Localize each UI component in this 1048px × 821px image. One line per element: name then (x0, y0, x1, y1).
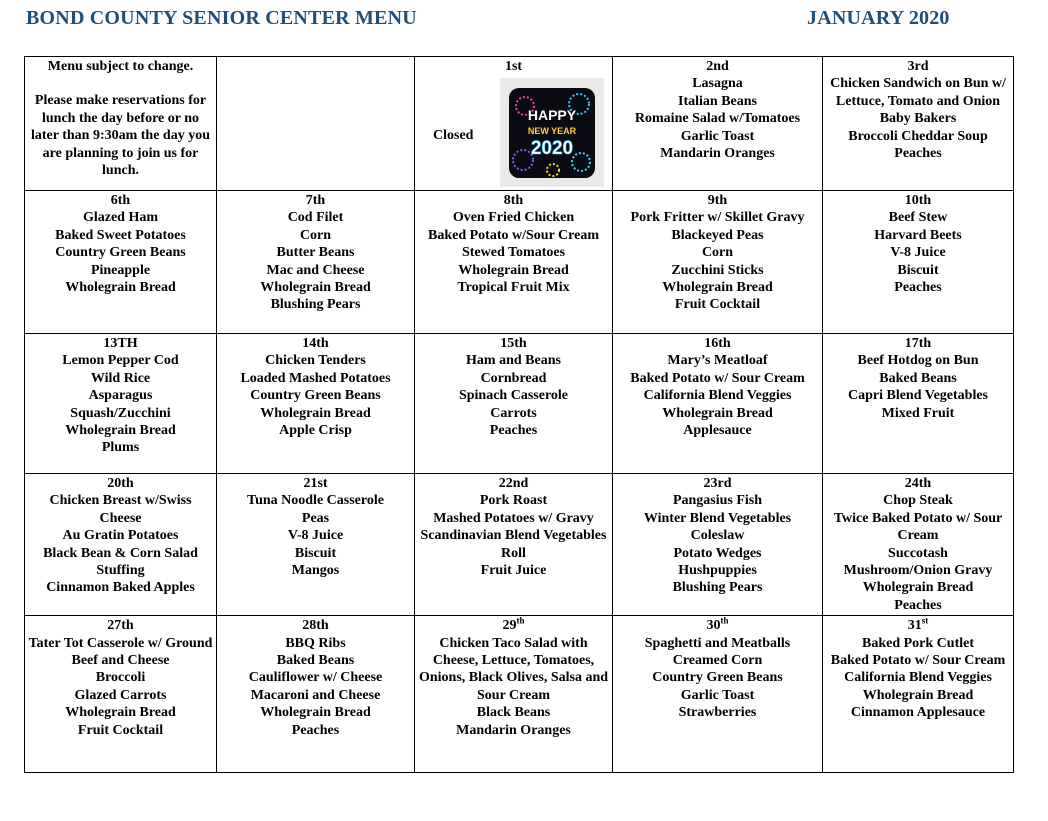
menu-item: Wholegrain Bread (862, 687, 974, 703)
menu-item: Black Bean & Corn Salad (43, 545, 198, 561)
menu-item: Peaches (894, 597, 942, 613)
menu-item: Corn (701, 245, 734, 261)
day-number: 23rd (703, 476, 732, 491)
menu-item: Biscuit (897, 262, 939, 278)
menu-item: Lasagna (692, 76, 743, 92)
menu-item: Mary’s Meatloaf (667, 353, 768, 369)
day-number: 2nd (706, 59, 729, 74)
day-number: 21st (303, 476, 328, 491)
day-cell-27 (25, 616, 217, 773)
menu-item: Peaches (894, 280, 942, 296)
day-cell-13 (25, 334, 217, 474)
menu-item: Blackeyed Peas (671, 227, 764, 243)
day-number (826, 617, 1010, 634)
day-number: 1st (504, 59, 523, 74)
menu-item: Biscuit (294, 545, 337, 561)
day-cell-22 (415, 474, 613, 616)
day-cell-2 (613, 57, 823, 191)
menu-item: Succotash (888, 545, 948, 561)
menu-item: Strawberries (678, 705, 757, 721)
day-cell-9 (613, 191, 823, 334)
menu-item: Cod Filet (287, 210, 344, 226)
notice-change: Menu subject to change. (47, 59, 194, 74)
menu-item: Country Green Beans (250, 388, 381, 404)
menu-item: Peaches (489, 423, 538, 439)
day-number: 17th (904, 336, 932, 351)
menu-item: Stewed Tomatoes (461, 245, 566, 261)
menu-item: Baked Beans (276, 653, 355, 669)
menu-item: Ham and Beans (466, 353, 561, 369)
menu-item: Tater Tot Casserole w/ Ground Beef and Cheese (28, 635, 213, 669)
day-number: 8th (503, 193, 524, 208)
day-cell-29 (415, 616, 613, 773)
week-row (25, 474, 1014, 616)
day-cell-3 (823, 57, 1014, 191)
empty-cell (217, 57, 415, 191)
day-number (616, 617, 819, 634)
menu-item: Mushroom/Onion Gravy (843, 563, 993, 579)
menu-item: Winter Blend Vegetables (643, 510, 792, 526)
menu-item: Wholegrain Bread (862, 580, 974, 596)
day-cell-16 (613, 334, 823, 474)
day-cell-20 (25, 474, 217, 616)
image-text-year: 2020 (530, 137, 574, 159)
day-number: 15th (500, 336, 527, 351)
notice-reservations: Please make reservations for lunch the day before or no later than 9:30am the day you are planning to join us for lunch. (30, 93, 211, 179)
day-cell-10 (823, 191, 1014, 334)
menu-item: Broccoli Cheddar Soup (848, 128, 988, 144)
menu-item: Butter Beans (276, 245, 355, 261)
menu-item: Applesauce (683, 423, 752, 439)
menu-item: Fruit Cocktail (77, 722, 164, 738)
menu-item: Blushing Pears (672, 580, 763, 596)
menu-item: Au Gratin Potatoes (62, 528, 179, 544)
menu-item: Baby Bakers (879, 111, 957, 127)
day-num: 30 (706, 618, 721, 634)
menu-item: Zucchini Sticks (671, 262, 764, 278)
day-num: 29 (502, 618, 517, 634)
menu-item: Wholegrain Bread (662, 280, 773, 296)
menu-item: Chicken Breast w/Swiss Cheese (49, 493, 192, 526)
day-cell-7 (217, 191, 415, 334)
day-suffix: th (516, 615, 525, 626)
menu-item: Pangasius Fish (672, 493, 763, 509)
day-cell-28 (217, 616, 415, 773)
menu-item: Wholegrain Bread (260, 705, 371, 721)
menu-item: Peaches (291, 722, 340, 738)
menu-item: Hushpuppies (678, 563, 757, 579)
menu-item: Wild Rice (90, 370, 151, 386)
menu-item: Fruit Cocktail (674, 297, 761, 313)
menu-item: Mac and Cheese (266, 262, 365, 278)
menu-item: Chicken Tenders (265, 353, 366, 369)
menu-item: Apple Crisp (279, 423, 352, 439)
menu-item: Macaroni and Cheese (250, 687, 381, 703)
day-cell-14 (217, 334, 415, 474)
menu-item: Mandarin Oranges (456, 722, 571, 738)
day-number: 7th (305, 193, 326, 208)
menu-item: Country Green Beans (652, 670, 783, 686)
menu-item: Roll (501, 545, 526, 561)
week-row (25, 57, 1014, 191)
menu-item: Pork Fritter w/ Skillet Gravy (630, 210, 805, 226)
menu-item: Loaded Mashed Potatoes (240, 370, 391, 386)
day-number: 6th (110, 193, 131, 208)
week-row (25, 334, 1014, 474)
menu-item: Beef Stew (888, 210, 948, 226)
menu-item: Wholegrain Bread (260, 280, 371, 296)
menu-item: Chop Steak (883, 493, 953, 509)
day-suffix: th (720, 615, 729, 626)
menu-item: Lemon Pepper Cod (62, 353, 179, 369)
menu-item: Baked Potato w/Sour Cream (428, 227, 599, 243)
month-title: JANUARY 2020 (807, 7, 950, 29)
menu-item: Baked Sweet Potatoes (55, 227, 186, 243)
menu-item: V-8 Juice (287, 528, 344, 544)
menu-item: Spaghetti and Meatballs (644, 635, 791, 651)
menu-item: Cauliflower w/ Cheese (248, 670, 383, 686)
day-cell-30 (613, 616, 823, 773)
menu-item: Baked Potato w/ Sour Cream (630, 370, 805, 386)
menu-item: Capri Blend Vegetables (847, 388, 988, 404)
day-cell-24 (823, 474, 1014, 616)
menu-item: Cinnamon Baked Apples (46, 580, 195, 596)
day-cell-31 (823, 616, 1014, 773)
notice-spacer (28, 75, 213, 92)
menu-item: Wholegrain Bread (65, 280, 176, 296)
menu-item: Plums (101, 440, 140, 456)
menu-item: Coleslaw (690, 528, 745, 544)
menu-item: Cornbread (480, 370, 547, 386)
menu-item: Tropical Fruit Mix (457, 280, 570, 296)
day-number: 16th (704, 336, 731, 351)
menu-item: Garlic Toast (680, 128, 755, 144)
menu-item: Chicken Taco Salad with Cheese, Lettuce, Tomatoes, Onions, Black Olives, Salsa and Sour Cream (418, 635, 609, 703)
menu-item: V-8 Juice (890, 245, 946, 261)
day-cell-23 (613, 474, 823, 616)
menu-item: California Blend Veggies (643, 388, 792, 404)
menu-item: Wholegrain Bread (65, 423, 176, 439)
menu-item: Broccoli (95, 670, 146, 686)
menu-item: Pineapple (90, 262, 151, 278)
week-row (25, 191, 1014, 334)
menu-item: Carrots (490, 405, 537, 421)
menu-item: Peaches (894, 146, 942, 162)
menu-item: Baked Potato w/ Sour Cream (830, 653, 1006, 669)
menu-item: Black Beans (476, 705, 551, 721)
day-number (418, 617, 609, 634)
menu-item: Stuffing (96, 563, 145, 579)
menu-item: Squash/Zucchini (70, 405, 171, 421)
day-number: 24th (904, 476, 932, 491)
menu-item: Country Green Beans (55, 245, 186, 261)
menu-item: Romaine Salad w/Tomatoes (634, 111, 801, 127)
menu-item: Wholegrain Bread (458, 262, 569, 278)
day-number: 9th (707, 193, 728, 208)
menu-item: Potato Wedges (673, 545, 762, 561)
image-text-happy: HAPPY (527, 106, 577, 123)
day-number: 22nd (498, 476, 529, 491)
menu-item: Corn (299, 227, 332, 243)
day-number: 14th (302, 336, 329, 351)
day-cell-15 (415, 334, 613, 474)
menu-item: Twice Baked Potato w/ Sour Cream (833, 510, 1003, 544)
menu-item: Mangos (291, 563, 340, 579)
menu-item: Peas (301, 510, 330, 526)
day-num: 31 (907, 618, 922, 634)
menu-item: Wholegrain Bread (65, 705, 176, 721)
menu-item: Harvard Beets (874, 227, 962, 243)
menu-calendar (24, 56, 1014, 773)
menu-item: Blushing Pears (270, 297, 361, 313)
menu-item: Italian Beans (678, 93, 757, 109)
day-cell-8 (415, 191, 613, 334)
happy-new-year-image (500, 78, 604, 187)
menu-item: Mashed Potatoes w/ Gravy (433, 510, 594, 526)
day-suffix: st (921, 615, 929, 626)
menu-item: Baked Beans (879, 370, 957, 386)
page-title: BOND COUNTY SENIOR CENTER MENU (26, 7, 417, 29)
week-row (25, 616, 1014, 773)
closed-label: Closed (433, 128, 474, 143)
day-number: 28th (302, 618, 329, 634)
menu-item: Glazed Carrots (74, 687, 167, 703)
menu-item: Cinnamon Applesauce (850, 705, 986, 721)
menu-item: Beef Hotdog on Bun (857, 353, 979, 369)
day-number: 27th (107, 618, 134, 634)
notice-cell (25, 57, 217, 191)
menu-item: Garlic Toast (680, 687, 755, 703)
menu-item: Chicken Sandwich on Bun w/ Lettuce, Tomato and Onion (830, 76, 1006, 109)
menu-item: Wholegrain Bread (662, 405, 773, 421)
day-number: 20th (107, 476, 134, 491)
menu-item: BBQ Ribs (285, 635, 346, 651)
menu-item: Fruit Juice (480, 563, 547, 579)
image-text-new-year: NEW YEAR (527, 125, 577, 136)
menu-item: Glazed Ham (82, 210, 159, 226)
menu-item: Mandarin Oranges (660, 146, 775, 162)
menu-item: Creamed Corn (672, 653, 763, 669)
menu-item: Scandinavian Blend Vegetables (420, 528, 607, 544)
menu-item: Baked Pork Cutlet (862, 635, 974, 651)
day-number: 3rd (907, 59, 929, 74)
menu-item: Spinach Casserole (458, 388, 569, 404)
menu-item: Pork Roast (479, 493, 548, 509)
day-number: 13TH (103, 336, 138, 351)
day-cell-1 (415, 57, 613, 191)
menu-item: Oven Fried Chicken (452, 210, 575, 226)
menu-item: Mixed Fruit (881, 405, 955, 421)
day-cell-17 (823, 334, 1014, 474)
menu-item: Tuna Noodle Casserole (247, 493, 384, 509)
menu-item: California Blend Veggies (844, 670, 992, 686)
day-cell-6 (25, 191, 217, 334)
day-number: 10th (904, 193, 932, 208)
menu-item: Asparagus (88, 388, 153, 404)
day-cell-21 (217, 474, 415, 616)
fireworks-icon (509, 88, 595, 178)
menu-item: Wholegrain Bread (260, 405, 371, 421)
